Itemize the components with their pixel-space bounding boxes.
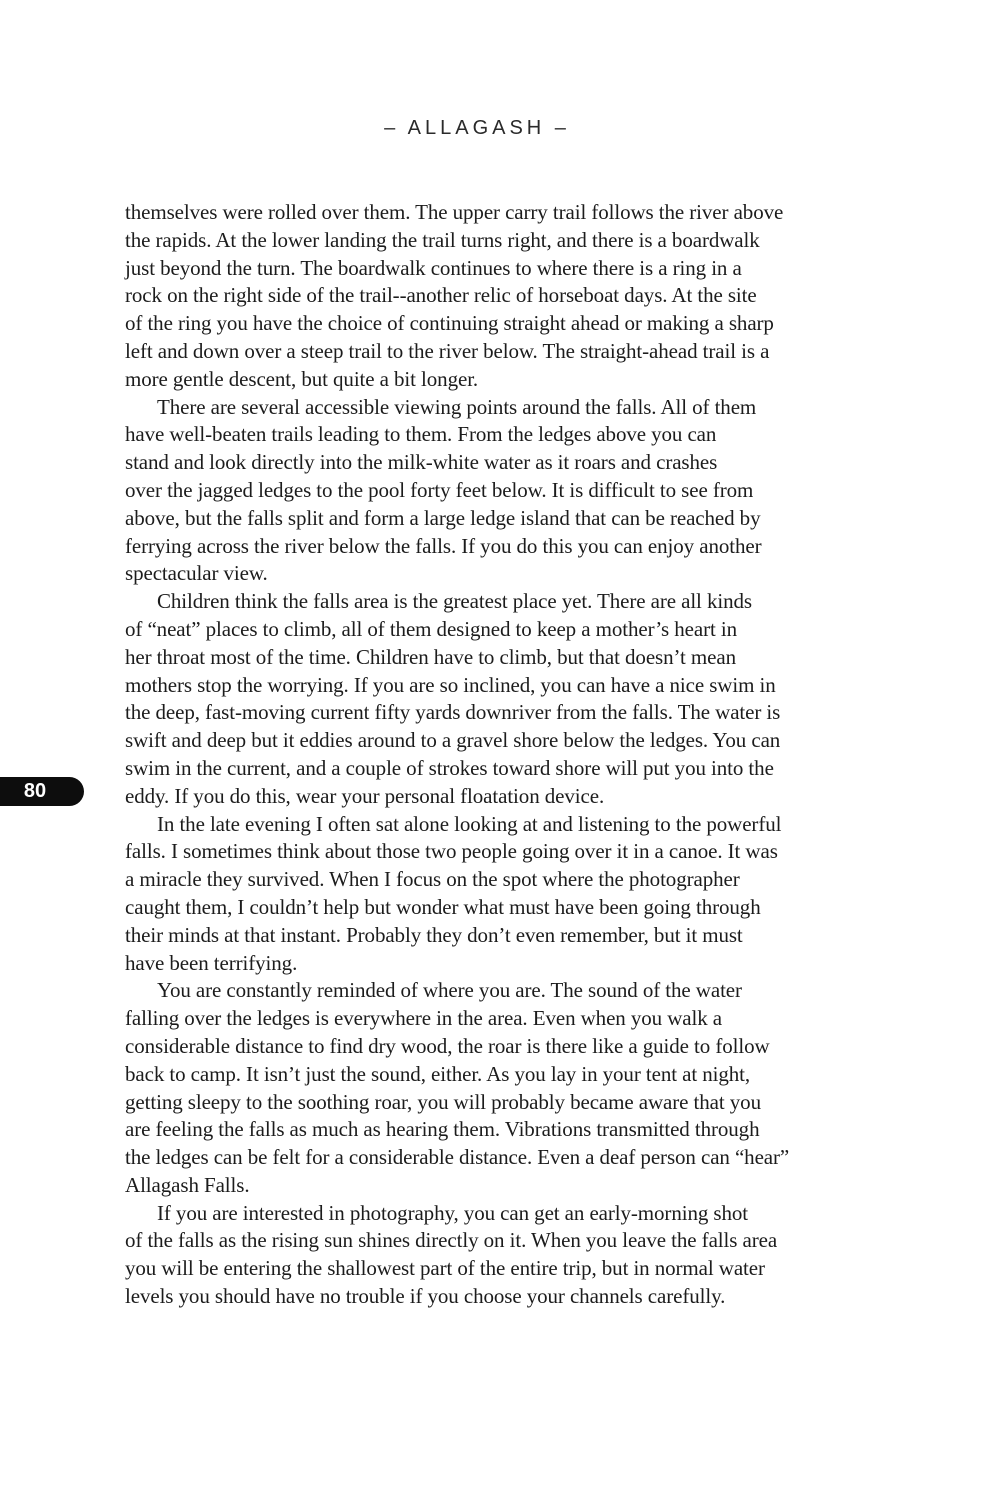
paragraph <box>125 977 895 1199</box>
text-line: spectacular view. <box>125 561 268 586</box>
text-line: of “neat” places to climb, all of them designed to keep a mother’s heart in <box>125 616 737 641</box>
text-line: stand and look directly into the milk-white water as it roars and crashes <box>125 450 718 475</box>
text-line: her throat most of the time. Children have to climb, but that doesn’t mean <box>125 644 736 669</box>
text-line: falls. I sometimes think about those two people going over it in a canoe. It was <box>125 839 778 864</box>
text-line: the deep, fast-moving current fifty yards downriver from the falls. The water is <box>125 700 781 725</box>
text-line: of the falls as the rising sun shines directly on it. When you leave the falls area <box>125 1228 778 1253</box>
page-title: – ALLAGASH – <box>384 117 570 139</box>
text-line: considerable distance to find dry wood, the roar is there like a guide to follow <box>125 1033 770 1058</box>
text-line: swim in the current, and a couple of strokes toward shore will put you into the <box>125 755 774 780</box>
text-line: the rapids. At the lower landing the trail turns right, and there is a boardwalk <box>125 227 760 252</box>
body-text <box>125 199 895 1311</box>
text-line: ferrying across the river below the falls. If you do this you can enjoy another <box>125 533 762 558</box>
text-line: rock on the right side of the trail--another relic of horseboat days. At the site <box>125 283 757 308</box>
text-line: getting sleepy to the soothing roar, you will probably became aware that you <box>125 1089 761 1114</box>
paragraph <box>125 811 895 978</box>
text-line: eddy. If you do this, wear your personal floatation device. <box>125 783 605 808</box>
text-line: the ledges can be felt for a considerable distance. Even a deaf person can “hear” <box>125 1145 790 1170</box>
text-line: mothers stop the worrying. If you are so inclined, you can have a nice swim in <box>125 672 776 697</box>
text-line: a miracle they survived. When I focus on the spot where the photographer <box>125 867 740 892</box>
text-line: Children think the falls area is the greatest place yet. There are all kinds <box>157 589 752 614</box>
text-line: back to camp. It isn’t just the sound, either. As you lay in your tent at night, <box>125 1061 751 1086</box>
text-line: left and down over a steep trail to the river below. The straight-ahead trail is a <box>125 338 770 363</box>
text-line: Allagash Falls. <box>125 1172 250 1197</box>
text-line: above, but the falls split and form a large ledge island that can be reached by <box>125 505 761 530</box>
text-line: falling over the ledges is everywhere in the area. Even when you walk a <box>125 1006 722 1031</box>
text-line: of the ring you have the choice of continuing straight ahead or making a sharp <box>125 311 774 336</box>
paragraph <box>125 394 895 589</box>
page-number-tab <box>0 777 84 806</box>
text-line: In the late evening I often sat alone looking at and listening to the powerful <box>157 811 782 836</box>
text-line: themselves were rolled over them. The upper carry trail follows the river above <box>125 200 784 224</box>
text-line: more gentle descent, but quite a bit longer. <box>125 366 479 391</box>
text-line: You are constantly reminded of where you are. The sound of the water <box>157 978 742 1003</box>
text-line: have been terrifying. <box>125 950 298 975</box>
text-line: If you are interested in photography, you can get an early-morning shot <box>157 1200 749 1225</box>
paragraph <box>125 1200 895 1311</box>
text-line: over the jagged ledges to the pool forty feet below. It is difficult to see from <box>125 477 754 502</box>
text-line: just beyond the turn. The boardwalk continues to where there is a ring in a <box>125 255 742 280</box>
paragraph <box>125 199 895 394</box>
text-line: swift and deep but it eddies around to a gravel shore below the ledges. You can <box>125 728 781 753</box>
text-line: levels you should have no trouble if you choose your channels carefully. <box>125 1284 726 1309</box>
text-line: There are several accessible viewing points around the falls. All of them <box>157 394 757 419</box>
text-line: have well-beaten trails leading to them. From the ledges above you can <box>125 422 717 447</box>
text-line: their minds at that instant. Probably they don’t even remember, but it must <box>125 922 743 947</box>
text-line: you will be entering the shallowest part of the entire trip, but in normal water <box>125 1256 765 1281</box>
page-number: 80 <box>23 780 47 802</box>
text-line: are feeling the falls as much as hearing them. Vibrations transmitted through <box>125 1117 760 1142</box>
text-line: caught them, I couldn’t help but wonder what must have been going through <box>125 894 761 919</box>
paragraph <box>125 588 895 810</box>
